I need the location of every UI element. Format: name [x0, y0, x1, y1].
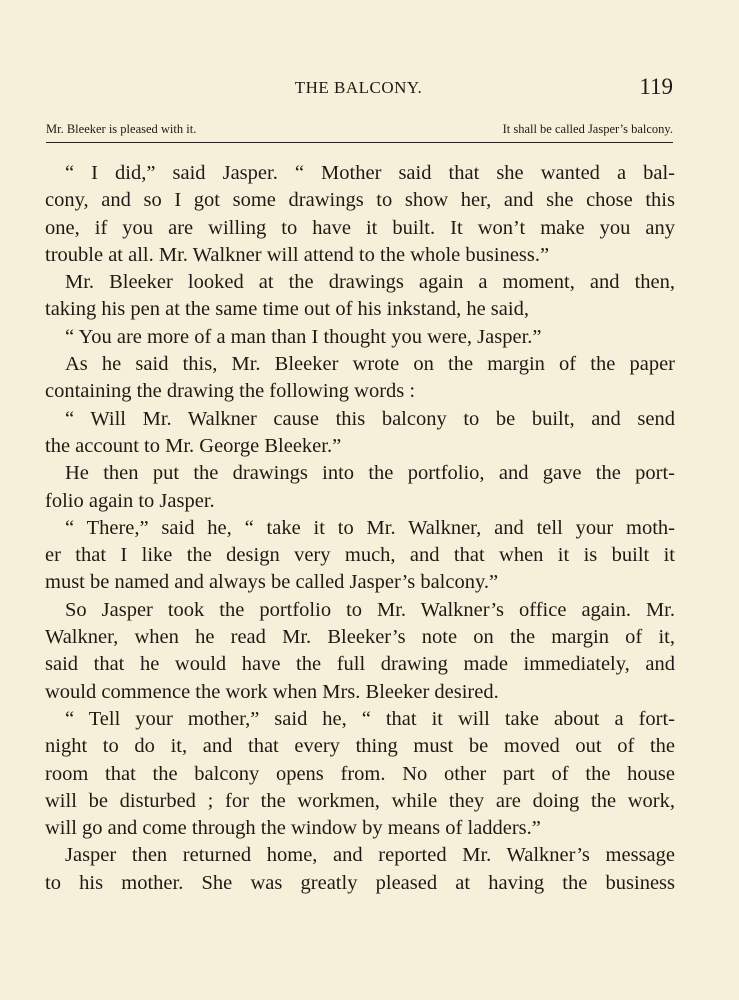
text-line: trouble at all. Mr. Walkner will attend to the whole business.” — [45, 243, 550, 266]
text-line: Mr. Bleeker looked at the drawings again a moment, and then, — [65, 271, 675, 294]
text-line: taking his pen at the same time out of his inkstand, he said, — [45, 298, 529, 321]
text-line: “ Will Mr. Walkner cause this balcony to be built, and send — [65, 407, 675, 430]
running-head — [44, 74, 673, 104]
text-line: one, if you are willing to have it built. It won’t make you any — [45, 216, 675, 239]
text-line: would commence the work when Mrs. Bleeker desired. — [45, 680, 499, 703]
text-line: cony, and so I got some drawings to show her, and she chose this — [45, 189, 675, 212]
text-line: to his mother. She was greatly pleased at having the business — [45, 871, 675, 894]
text-line: Jasper then returned home, and reported Mr. Walkner’s message — [65, 844, 675, 867]
text-line: Walkner, when he read Mr. Bleeker’s note on the margin of it, — [45, 626, 675, 649]
side-note-left: Mr. Bleeker is pleased with it. — [46, 122, 197, 136]
text-line: containing the drawing the following words : — [45, 380, 416, 403]
text-line: will be disturbed ; for the workmen, while they are doing the work, — [45, 789, 675, 812]
text-line: “ I did,” said Jasper. “ Mother said that she wanted a bal- — [65, 162, 675, 184]
text-line: said that he would have the full drawing made immediately, and — [45, 653, 675, 676]
text-line: “ There,” said he, “ take it to Mr. Walkner, and tell your moth- — [65, 516, 675, 539]
text-line: the account to Mr. George Bleeker.” — [45, 434, 342, 457]
text-line: “ You are more of a man than I thought you were, Jasper.” — [65, 325, 542, 348]
text-line: must be named and always be called Jasper’s balcony.” — [45, 571, 499, 594]
chapter-title: THE BALCONY. — [294, 78, 423, 97]
text-line: folio again to Jasper. — [45, 489, 215, 512]
side-notes — [46, 122, 673, 140]
text-line: “ Tell your mother,” said he, “ that it will take about a fort- — [65, 707, 675, 730]
page-number: 119 — [639, 74, 673, 99]
side-note-right: It shall be called Jasper’s balcony. — [502, 122, 673, 136]
text-line: er that I like the design very much, and that when it is built it — [45, 544, 675, 567]
text-line: So Jasper took the portfolio to Mr. Walkner’s office again. Mr. — [65, 598, 675, 621]
text-line: He then put the drawings into the portfolio, and gave the port- — [65, 462, 675, 485]
text-line: As he said this, Mr. Bleeker wrote on the margin of the paper — [65, 353, 675, 376]
header-rule — [46, 142, 673, 143]
text-line: room that the balcony opens from. No other part of the house — [45, 762, 675, 785]
body-text — [45, 160, 675, 897]
text-line: night to do it, and that every thing must be moved out of the — [45, 735, 675, 758]
text-line: will go and come through the window by means of ladders.” — [45, 817, 541, 840]
